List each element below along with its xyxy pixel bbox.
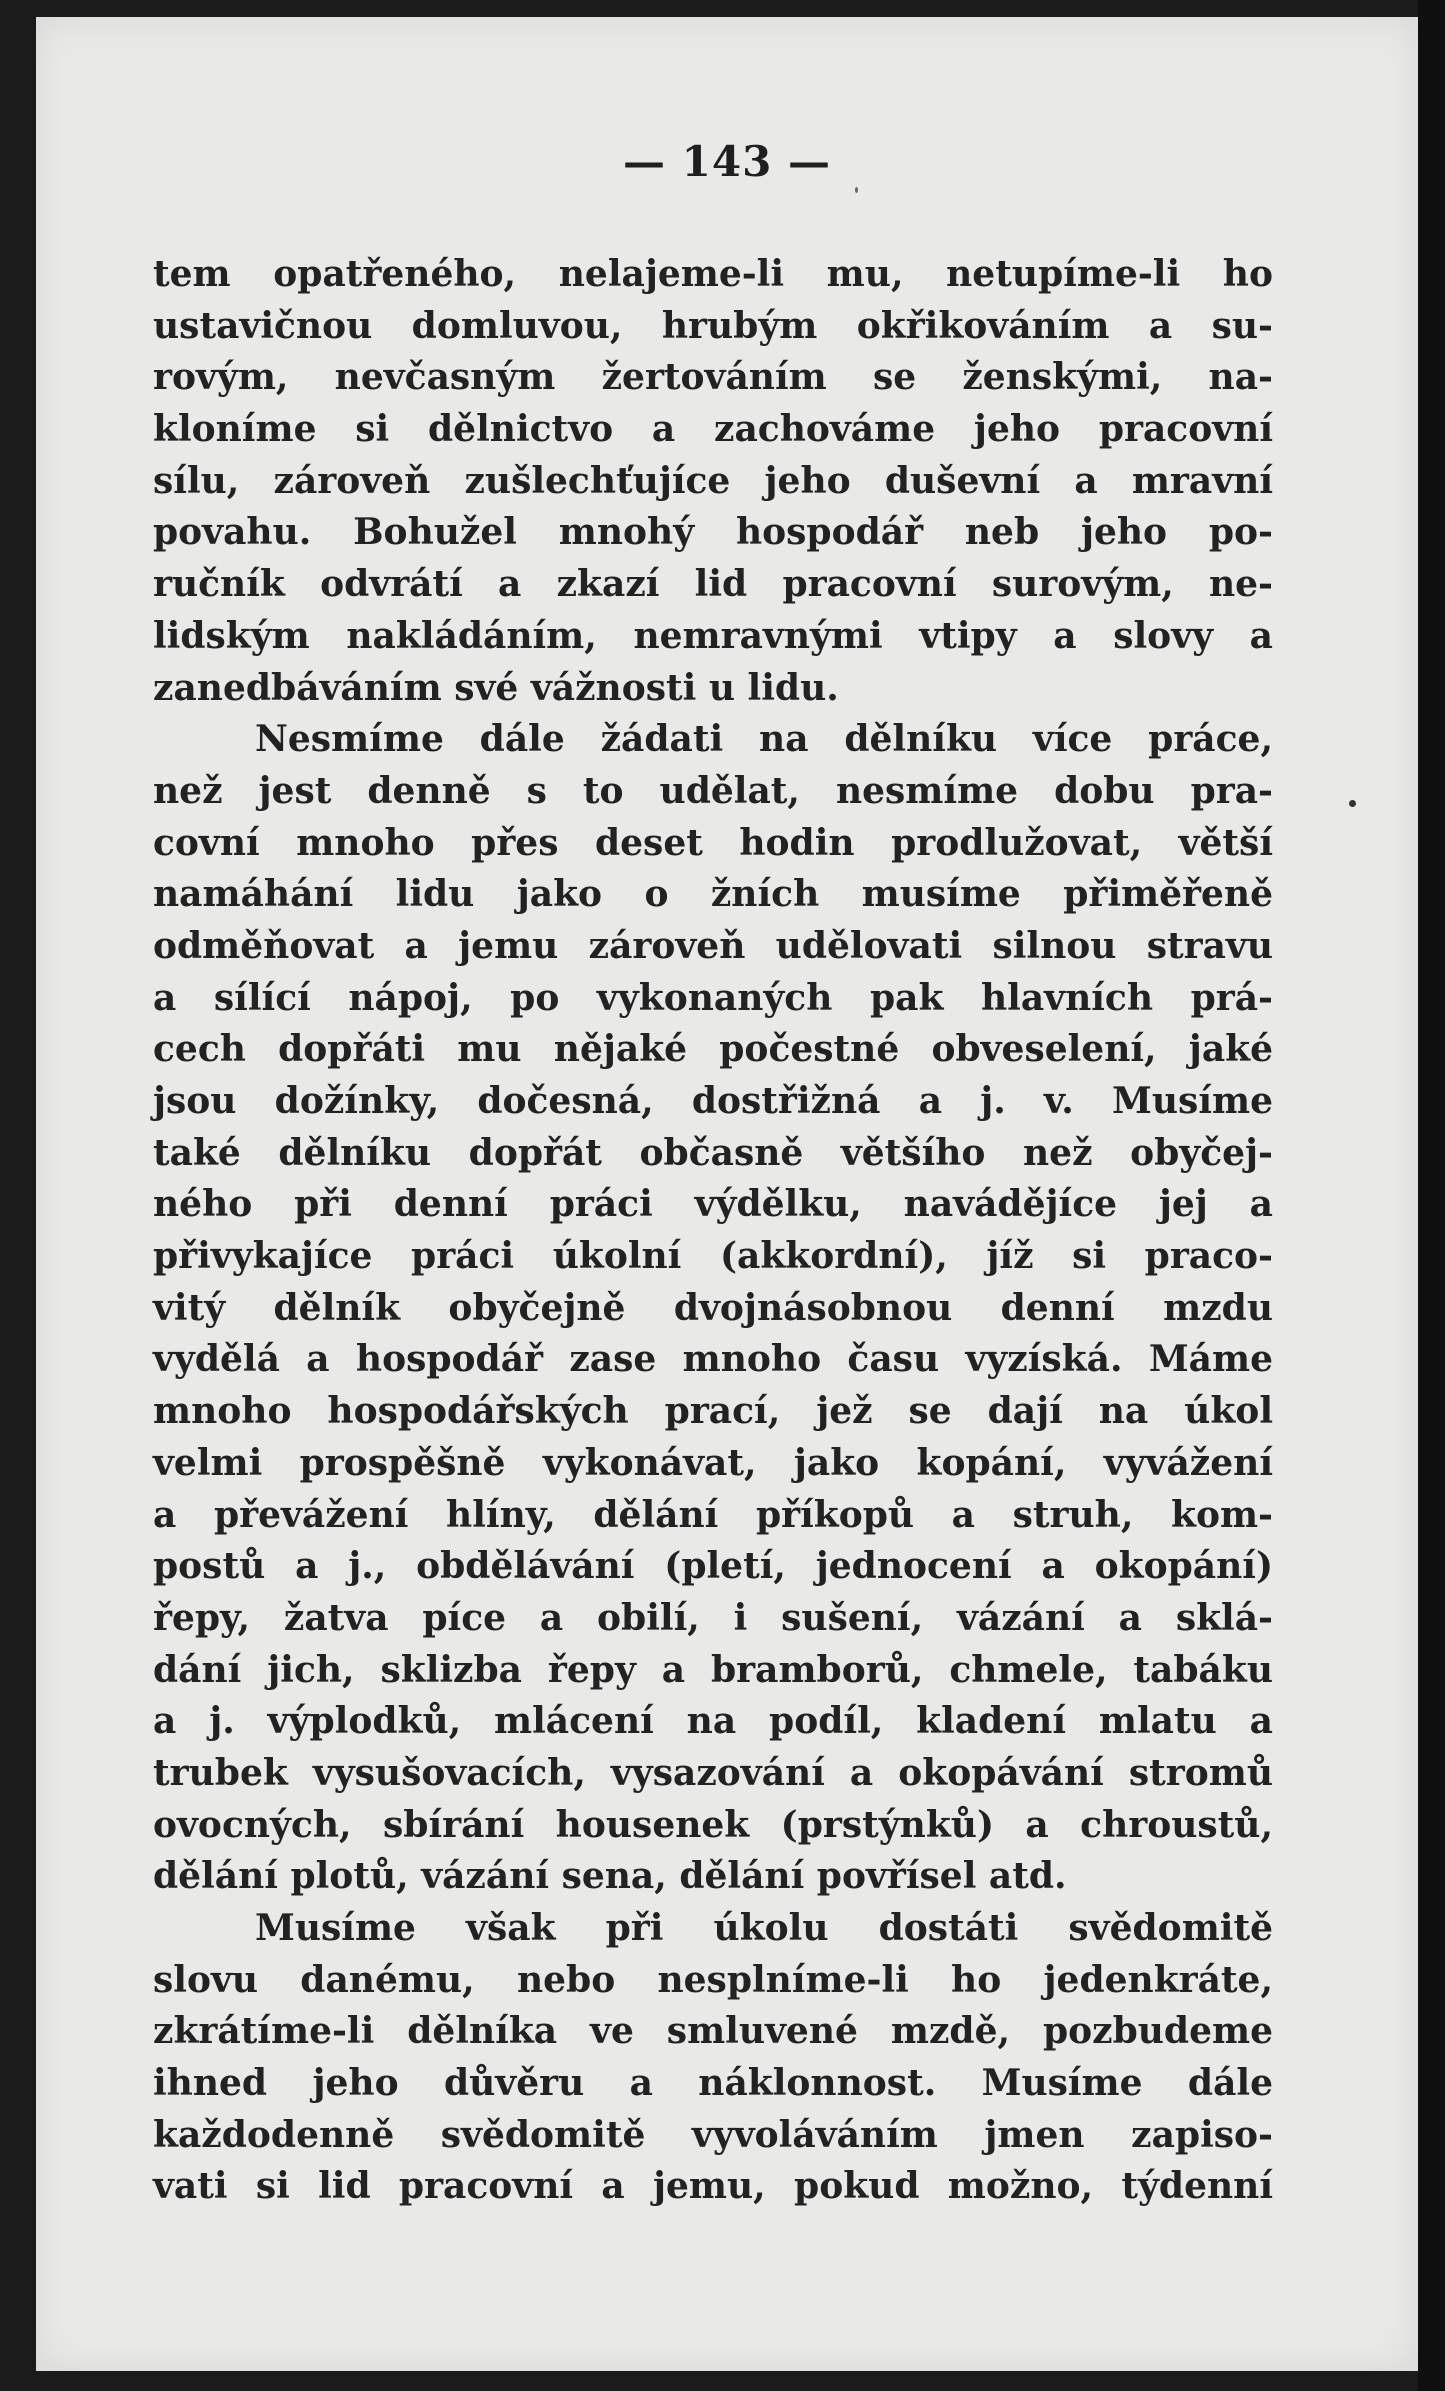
- text-line: rovým, nevčasným žertováním se ženskými, na-: [153, 356, 1273, 399]
- text-line: lidským nakládáním, nemravnými vtipy a slovy a: [153, 614, 1273, 657]
- text-line: slovu danému, nebo nesplníme-li ho jedenkráte,: [153, 1958, 1273, 2001]
- text-line: postů a j., obdělávání (pletí, jednocení a okopání): [153, 1545, 1273, 1588]
- text-line: ustavičnou domluvou, hrubým okřikováním a su-: [153, 304, 1273, 347]
- text-line: vitý dělník obyčejně dvojnásobnou denní mzdu: [153, 1286, 1273, 1329]
- page-number: — 143 —: [623, 137, 831, 186]
- text-line: ručník odvrátí a zkazí lid pracovní surovým, ne-: [153, 563, 1273, 606]
- text-line: přivykajíce práci úkolní (akkordní), jíž si praco-: [153, 1235, 1273, 1278]
- scan-speck: [1349, 800, 1356, 807]
- text-line: ného při denní práci výdělku, navádějíce jej a: [153, 1183, 1273, 1226]
- text-line: ovocných, sbírání housenek (prstýnků) a chroustů,: [153, 1803, 1273, 1846]
- paragraph-start-line: Nesmíme dále žádati na dělníku více práce,: [255, 718, 1273, 761]
- text-line: povahu. Bohužel mnohý hospodář neb jeho po-: [153, 511, 1273, 554]
- page-edge-shadow: [1418, 0, 1445, 2391]
- text-line: velmi prospěšně vykonávat, jako kopání, vyvážení: [153, 1441, 1273, 1484]
- text-line: a j. výplodků, mlácení na podíl, kladení mlatu a: [153, 1700, 1273, 1743]
- text-line: a sílící nápoj, po vykonaných pak hlavních prá-: [153, 976, 1273, 1019]
- text-line: kloníme si dělnictvo a zachováme jeho pracovní: [153, 408, 1273, 451]
- text-line: cech dopřáti mu nějaké počestné obveselení, jaké: [153, 1028, 1273, 1071]
- text-line: vati si lid pracovní a jemu, pokud možno, týdenní: [153, 2165, 1273, 2208]
- text-line: každodenně svědomitě vyvoláváním jmen zapiso-: [153, 2113, 1273, 2156]
- text-line: zkrátíme-li dělníka ve smluvené mzdě, pozbudeme: [153, 2010, 1273, 2053]
- text-line: sílu, zároveň zušlechťujíce jeho duševní a mravní: [153, 459, 1273, 502]
- scan-speck: [855, 187, 858, 193]
- paragraph-start-line: Musíme však při úkolu dostáti svědomitě: [255, 1907, 1273, 1949]
- paragraph-end-line: dělání plotů, vázání sena, dělání povřísel atd.: [153, 1855, 1067, 1898]
- text-line: mnoho hospodářských prací, jež se dají na úkol: [153, 1390, 1273, 1433]
- text-line: než jest denně s to udělat, nesmíme dobu pra-: [153, 769, 1273, 812]
- paragraph-end-line: zanedbáváním své vážnosti u lidu.: [153, 666, 839, 709]
- text-line: také dělníku dopřát občasně většího než obyčej-: [153, 1131, 1273, 1174]
- text-line: namáhání lidu jako o žních musíme přiměřeně: [153, 873, 1273, 916]
- text-line: tem opatřeného, nelajeme-li mu, netupíme-li ho: [153, 253, 1273, 295]
- text-line: odměňovat a jemu zároveň udělovati silnou stravu: [153, 924, 1273, 967]
- text-line: vydělá a hospodář zase mnoho času vyzíská. Máme: [153, 1338, 1273, 1381]
- text-line: řepy, žatva píce a obilí, i sušení, vázání a sklá-: [153, 1596, 1273, 1639]
- text-line: covní mnoho přes deset hodin prodlužovat, větší: [153, 821, 1273, 864]
- text-line: trubek vysušovacích, vysazování a okopávání stromů: [153, 1751, 1273, 1794]
- body-text: [153, 249, 1273, 2213]
- text-line: dání jich, sklizba řepy a bramborů, chmele, tabáku: [153, 1648, 1273, 1691]
- book-page: [36, 17, 1418, 2371]
- text-line: a převážení hlíny, dělání příkopů a struh, kom-: [153, 1493, 1273, 1536]
- text-line: ihned jeho důvěru a náklonnost. Musíme dále: [153, 2062, 1273, 2105]
- text-line: jsou dožínky, dočesná, dostřižná a j. v. Musíme: [153, 1080, 1273, 1122]
